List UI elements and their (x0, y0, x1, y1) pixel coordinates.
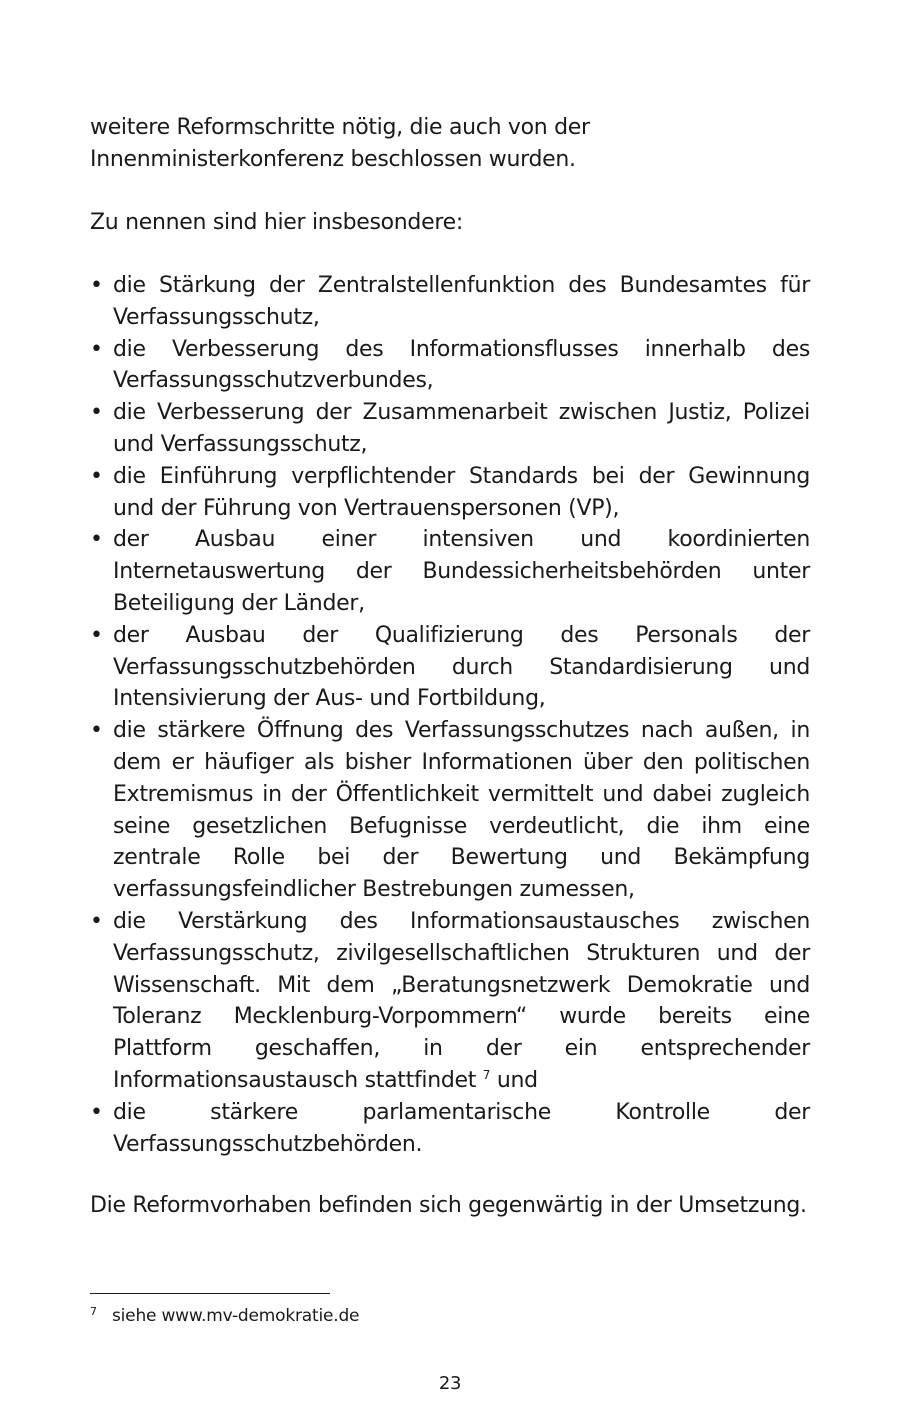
footnote (90, 1300, 359, 1328)
list-item-text: der Ausbau der Qualifizierung des Personals der Verfassungsschutzbehörden durch Standardisierung und Intensivierung der Aus- und Fortbildung, (113, 622, 810, 712)
list-item-text-end: und (490, 1067, 538, 1093)
list-item-text: die stärkere parlamentarische Kontrolle der Verfassungsschutzbehörden. (113, 1099, 810, 1157)
bullet-icon: • (90, 908, 103, 934)
intro-paragraph: weitere Reformschritte nötig, die auch von der Innenministerkonferenz beschlossen wurden. (90, 115, 590, 172)
bullet-icon: • (90, 1099, 103, 1125)
list-item (90, 524, 810, 619)
bullet-icon: • (90, 273, 103, 298)
list-item (90, 715, 810, 906)
page-number: 23 (438, 1373, 462, 1394)
list-item (90, 270, 810, 334)
list-item-text: die Verbesserung des Informationsflusses innerhalb des Verfassungsschutzverbundes, (113, 336, 810, 394)
lead-paragraph: Zu nennen sind hier insbesondere: (90, 210, 463, 235)
list-item-text: die Verstärkung des Informationsaustausches zwischen Verfassungsschutz, zivilgesellschaftlichen Strukturen und der Wissenschaft. Mit dem „Beratungsnetzwerk Demokratie und Toleranz Mecklenburg-Vorpommern“ wurde bereits eine Plattform geschaffen, in der ein entsprechender Informationsaustausch stattfindet (113, 908, 810, 1093)
footnote-number: 7 (90, 1305, 97, 1318)
list-item (90, 334, 810, 398)
bullet-icon: • (90, 400, 103, 426)
list-item-text: die Verbesserung der Zusammenarbeit zwischen Justiz, Polizei und Verfassungsschutz, (113, 400, 810, 457)
list-item (90, 1097, 810, 1161)
list-item (90, 906, 810, 1097)
footnote-reference: 7 (482, 1067, 491, 1082)
bullet-icon: • (90, 463, 103, 489)
list-item (90, 620, 810, 715)
list-item-text: die Stärkung der Zentralstellenfunktion des Bundesamtes für Verfassungsschutz, (113, 273, 810, 330)
footnote-divider (90, 1293, 330, 1294)
bullet-icon: • (90, 336, 103, 362)
list-item-text: die stärkere Öffnung des Verfassungsschutzes nach außen, in dem er häufiger als bisher Informationen über den politischen Extremismus in der Öffentlichkeit vermittelt und dabei zugleich seine gesetzlichen Befugnisse verdeutlicht, die ihm eine zentrale Rolle bei der Bewertung und Bekämpfung verfassungsfeindlicher Bestrebungen zumessen, (113, 718, 810, 903)
footnote-text: siehe www.mv-demokratie.de (112, 1306, 360, 1326)
bullet-icon: • (90, 718, 103, 744)
list-item-text: der Ausbau einer intensiven und koordinierten Internetauswertung der Bundessicherheitsbehörden unter Beteiligung der Länder, (113, 527, 810, 616)
bullet-icon: • (90, 527, 103, 553)
list-item (90, 397, 810, 461)
bullet-list (90, 270, 810, 1160)
closing-paragraph: Die Reformvorhaben befinden sich gegenwärtig in der Umsetzung. (90, 1193, 807, 1218)
list-item (90, 461, 810, 525)
list-item-text: die Einführung verpflichtender Standards bei der Gewinnung und der Führung von Vertrauenspersonen (VP), (113, 463, 810, 521)
bullet-icon: • (90, 622, 103, 648)
